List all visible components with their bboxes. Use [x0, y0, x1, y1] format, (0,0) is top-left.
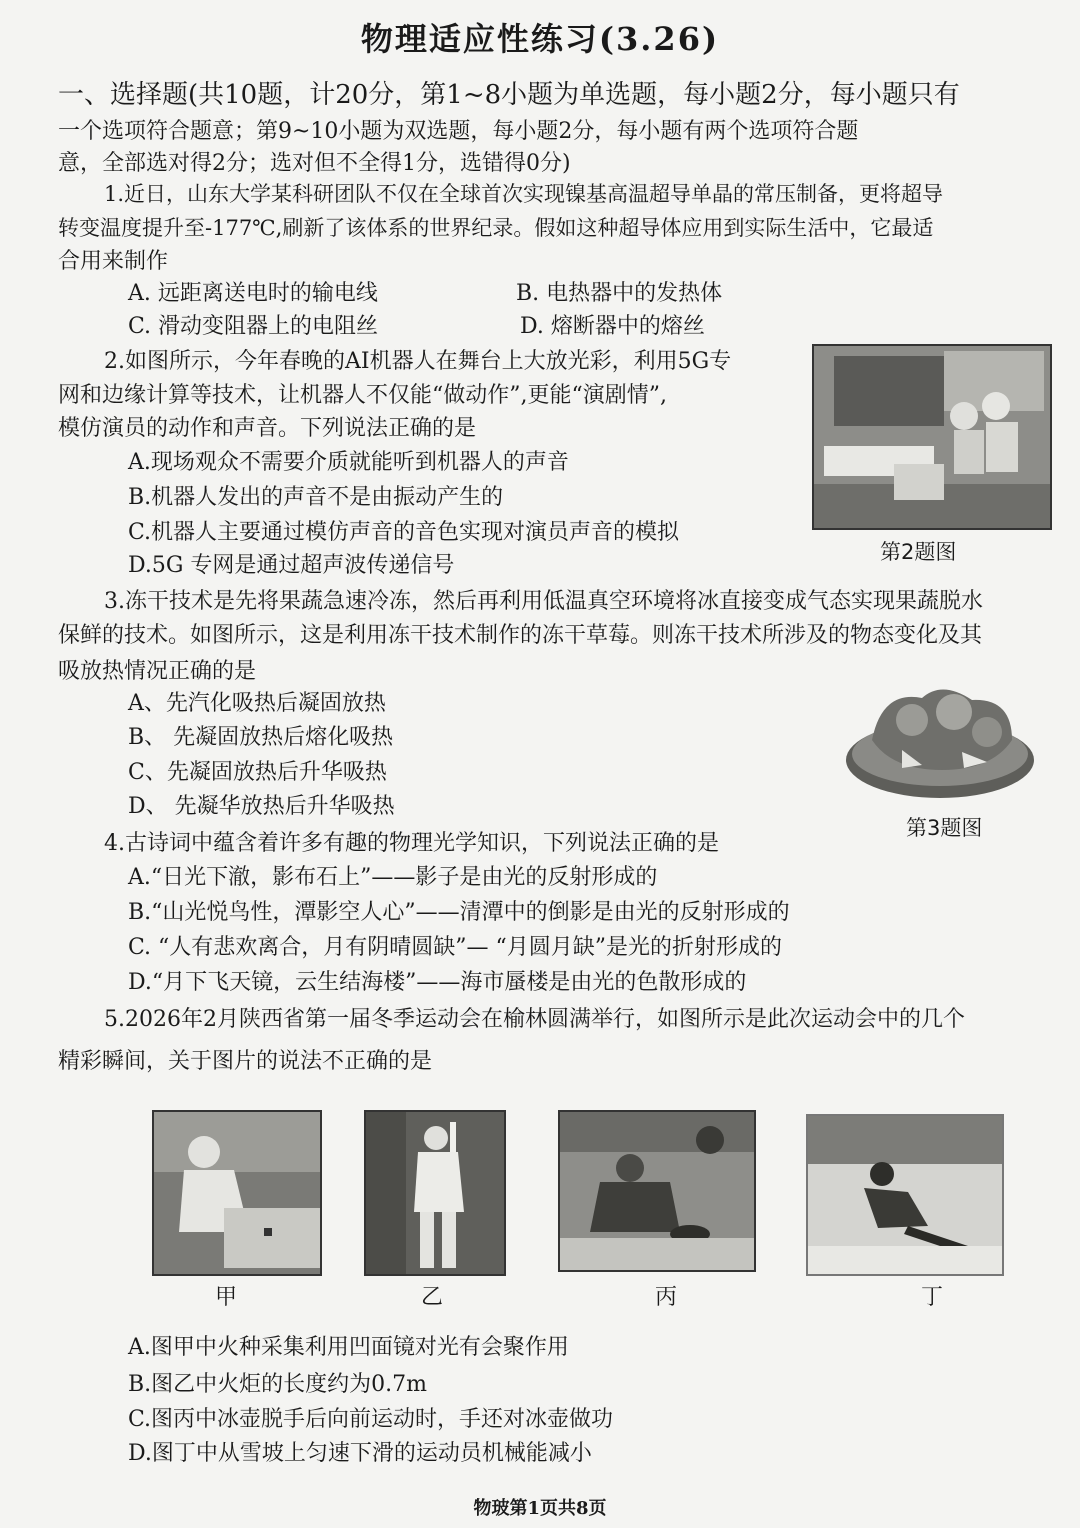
- q3-figure-caption: 第3题图: [906, 816, 983, 840]
- q5-label-bing: 丙: [654, 1285, 677, 1310]
- q5-label-ding: 丁: [920, 1285, 943, 1310]
- q4-option-d: D.“月下飞天镜，云生结海楼”——海市蜃楼是由光的色散形成的: [128, 970, 747, 995]
- q5-photo-ding: [806, 1114, 1004, 1276]
- q3-stem-line1: 3.冻干技术是先将果蔬急速冷冻，然后再利用低温真空环境将冰直接变成气态实现果蔬脱水: [104, 589, 983, 614]
- section-instructions-line2: 一个选项符合题意；第9~10小题为双选题，每小题2分，每小题有两个选项符合题: [58, 119, 859, 144]
- q1-stem-line2: 转变温度提升至-177℃,刷新了该体系的世界纪录。假如这种超导体应用到实际生活中，它最适: [58, 216, 934, 240]
- q1-option-c: C. 滑动变阻器上的电阻丝: [128, 314, 379, 339]
- q5-photo-yi: [364, 1110, 506, 1276]
- q2-option-d: D.5G 专网是通过超声波传递信号: [128, 553, 455, 578]
- q5-stem-line2: 精彩瞬间，关于图片的说法不正确的是: [58, 1049, 433, 1074]
- q2-figure-caption: 第2题图: [880, 540, 957, 564]
- q2-robot-photo: [812, 344, 1052, 530]
- q1-option-b: B. 电热器中的发热体: [516, 281, 723, 306]
- q3-option-c: C、先凝固放热后升华吸热: [128, 760, 387, 785]
- page-title: 物理适应性练习(3.26): [360, 20, 720, 58]
- q2-option-c: C.机器人主要通过模仿声音的音色实现对演员声音的模拟: [128, 520, 680, 545]
- q5-label-jia: 甲: [214, 1285, 237, 1310]
- q5-option-d: D.图丁中从雪坡上匀速下滑的运动员机械能减小: [128, 1441, 592, 1466]
- q2-stem-line3: 模仿演员的动作和声音。下列说法正确的是: [58, 416, 477, 441]
- q2-option-a: A.现场观众不需要介质就能听到机器人的声音: [128, 450, 569, 475]
- q3-option-d: D、 先凝华放热后升华吸热: [128, 794, 395, 819]
- q1-option-d: D. 熔断器中的熔丝: [520, 314, 705, 339]
- q5-option-a: A.图甲中火种采集利用凹面镜对光有会聚作用: [128, 1335, 569, 1360]
- q4-stem-line1: 4.古诗词中蕴含着许多有趣的物理光学知识，下列说法正确的是: [104, 831, 719, 856]
- q2-stem-line2: 网和边缘计算等技术，让机器人不仅能“做动作”,更能“演剧情”,: [58, 383, 667, 408]
- q1-stem-line1: 1.近日，山东大学某科研团队不仅在全球首次实现镍基高温超导单晶的常压制备，更将超导: [104, 182, 944, 206]
- q1-stem-line3: 合用来制作: [58, 249, 169, 274]
- q4-option-a: A.“日光下澈，影布石上”——影子是由光的反射形成的: [128, 865, 658, 890]
- q1-option-a: A. 远距离送电时的输电线: [128, 281, 378, 306]
- q4-option-b: B.“山光悦鸟性，潭影空人心”——清潭中的倒影是由光的反射形成的: [128, 900, 790, 925]
- section-instructions-line1: 一、选择题(共10题，计20分，第1~8小题为单选题，每小题2分，每小题只有: [58, 80, 960, 110]
- q5-photo-jia: [152, 1110, 322, 1276]
- q2-stem-line1: 2.如图所示，今年春晚的AI机器人在舞台上大放光彩，利用5G专: [104, 349, 732, 374]
- q5-label-yi: 乙: [420, 1285, 443, 1310]
- q3-strawberry-image: [842, 670, 1038, 800]
- q3-stem-line2: 保鲜的技术。如图所示，这是利用冻干技术制作的冻干草莓。则冻干技术所涉及的物态变化及其: [58, 623, 983, 648]
- q4-option-c: C. “人有悲欢离合，月有阴晴圆缺”— “月圆月缺”是光的折射形成的: [128, 935, 783, 960]
- page-footer: 物玻第1页共8页: [473, 1498, 607, 1519]
- q5-photo-bing: [558, 1110, 756, 1272]
- q5-option-c: C.图丙中冰壶脱手后向前运动时，手还对冰壶做功: [128, 1407, 614, 1432]
- section-instructions-line3: 意，全部选对得2分；选对但不全得1分，选错得0分): [58, 151, 571, 176]
- q5-stem-line1: 5.2026年2月陕西省第一届冬季运动会在榆林圆满举行，如图所示是此次运动会中的几个: [104, 1007, 965, 1032]
- q3-option-a: A、先汽化吸热后凝固放热: [128, 691, 386, 716]
- q5-option-b: B.图乙中火炬的长度约为0.7m: [128, 1372, 428, 1397]
- robot-stage-image: [814, 346, 1050, 528]
- q3-option-b: B、 先凝固放热后熔化吸热: [128, 725, 394, 750]
- q3-stem-line3: 吸放热情况正确的是: [58, 659, 257, 684]
- q2-option-b: B.机器人发出的声音不是由振动产生的: [128, 485, 504, 510]
